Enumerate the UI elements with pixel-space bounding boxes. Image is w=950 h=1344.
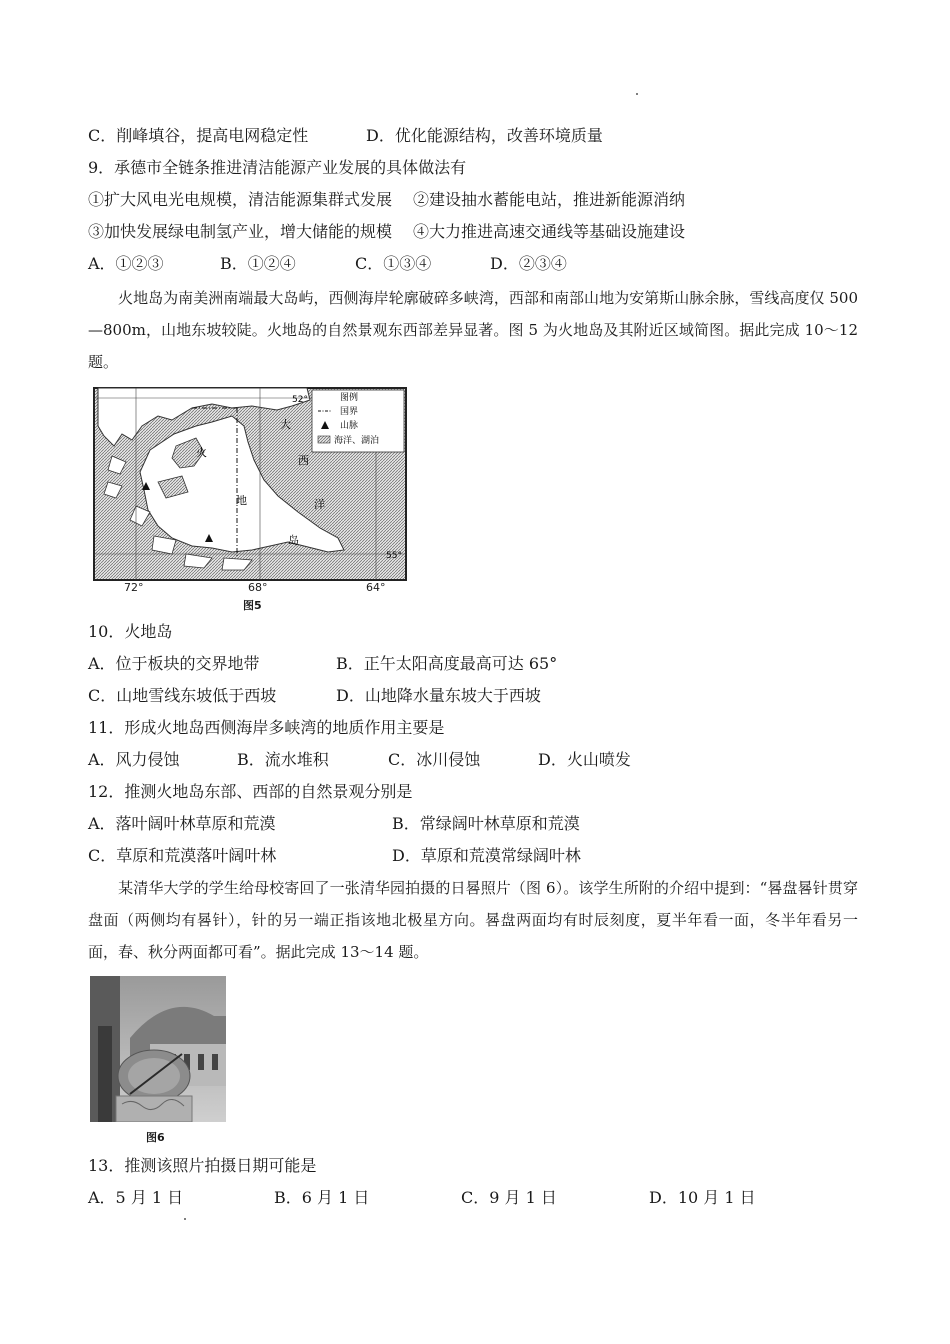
lon-label-72: 72° [124,581,144,594]
q10-stem: 10．火地岛 [88,622,173,641]
scan-dot [636,93,638,95]
q12-option-c: C．草原和荒漠落叶阔叶林 [88,846,277,865]
q13-option-a: A．5 月 1 日 [88,1188,184,1207]
figure6-caption: 图6 [146,1131,165,1144]
q12-option-d: D．草原和荒漠常绿阔叶林 [392,846,581,865]
q9-option-b: B．①②④ [220,254,296,273]
lat-label-52: 52° [292,395,308,405]
q11-option-d: D．火山喷发 [538,750,631,769]
label-di: 地 [236,494,247,507]
label-yang: 洋 [314,498,325,511]
q10-option-c: C．山地雪线东坡低于西坡 [88,686,277,705]
q10-option-b: B．正午太阳高度最高可达 65° [336,654,558,673]
q9-option-a: A．①②③ [88,254,164,273]
q13-option-b: B．6 月 1 日 [274,1188,370,1207]
legend-water: 海洋、湖泊 [334,436,380,446]
lat-label-55: 55° [386,551,402,561]
q12-option-b: B．常绿阔叶林草原和荒漠 [392,814,580,833]
label-huo: 火 [196,446,207,459]
figure5-caption: 图5 [243,599,262,612]
legend-border: 国界 [340,407,359,417]
q11-stem: 11．形成火地岛西侧海岸多峡湾的地质作用主要是 [88,718,445,737]
q13-stem: 13．推测该照片拍摄日期可能是 [88,1156,317,1175]
q9-stem: 9．承德市全链条推进清洁能源产业发展的具体做法有 [88,158,467,177]
q10-option-a: A．位于板块的交界地带 [88,654,260,673]
q9-option-c: C．①③④ [355,254,432,273]
q9-item-1: ①扩大风电光电规模，清洁能源集群式发展 [88,190,393,209]
q11-option-b: B．流水堆积 [237,750,329,769]
q9-item-3: ③加快发展绿电制氢产业，增大储能的规模 [88,222,393,241]
q13-option-d: D．10 月 1 日 [649,1188,756,1207]
label-da: 大 [280,418,291,431]
label-dao: 岛 [288,534,299,547]
label-xi: 西 [298,454,309,467]
q9-item-4: ④大力推进高速交通线等基础设施建设 [413,222,686,241]
passage-sundial-text: 某清华大学的学生给母校寄回了一张清华园拍摄的日晷照片（图 6）。该学生所附的介绍中提到：“晷盘晷针贯穿盘面（两侧均有晷针），针的另一端正指该地北极星方向。晷盘两面均有时辰刻度，夏半年看一面，冬半年看另一面，春、秋分两面都可看”。据此完成 13～14 题。 [88,879,858,961]
q12-option-a: A．落叶阔叶林草原和荒漠 [88,814,276,833]
figure6-sundial-photo [90,976,226,1122]
q9-item-2: ②建设抽水蓄能电站，推进新能源消纳 [413,190,686,209]
lon-label-64: 64° [366,581,386,594]
q8-option-c: C．削峰填谷，提高电网稳定性 [88,126,309,145]
passage-fuego-island [88,282,858,378]
q11-option-c: C．冰川侵蚀 [388,750,481,769]
legend-mountain: 山脉 [340,421,359,431]
q13-option-c: C．9 月 1 日 [461,1188,557,1207]
scan-dot [184,1218,186,1220]
figure5-map [92,386,410,596]
q11-option-a: A．风力侵蚀 [88,750,180,769]
legend-title: 图例 [340,393,359,403]
q10-option-d: D．山地降水量东坡大于西坡 [336,686,541,705]
q8-option-d: D．优化能源结构，改善环境质量 [366,126,603,145]
passage-fuego-text: 火地岛为南美洲南端最大岛屿，西侧海岸轮廓破碎多峡湾，西部和南部山地为安第斯山脉余脉，雪线高度仅 500—800m，山地东坡较陡。火地岛的自然景观东西部差异显著。图 5 为火地岛及其附近区域简图。据此完成 10～12 题。 [88,289,858,371]
q9-option-d: D．②③④ [490,254,567,273]
q12-stem: 12．推测火地岛东部、西部的自然景观分别是 [88,782,413,801]
passage-sundial [88,872,858,968]
lon-label-68: 68° [248,581,268,594]
